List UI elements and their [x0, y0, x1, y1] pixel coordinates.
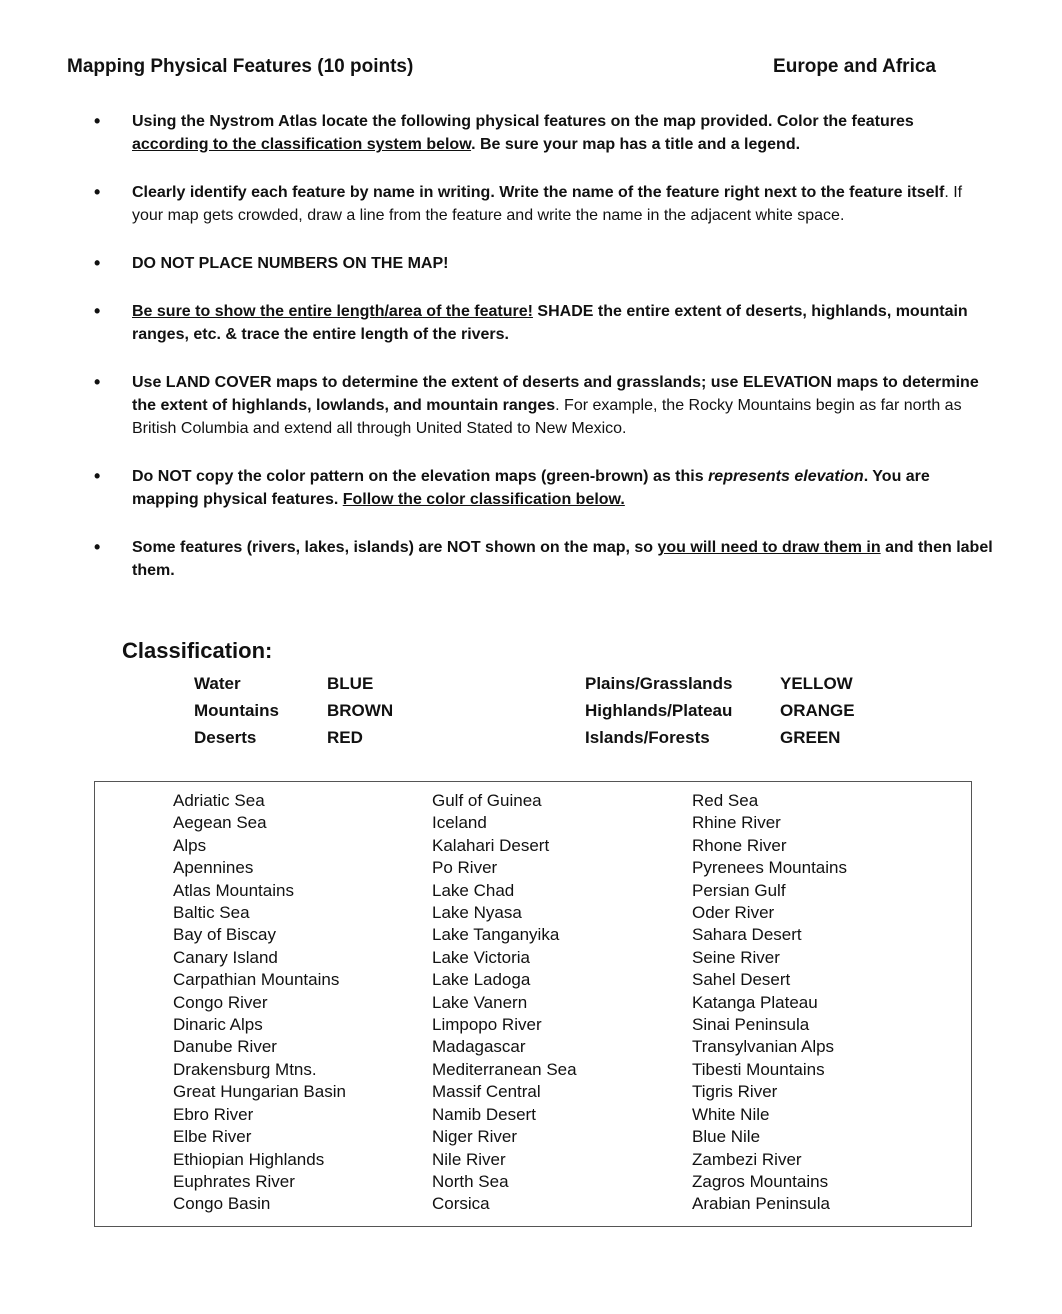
classification-row: [194, 697, 880, 724]
feature-list-item: Ebro River: [173, 1104, 254, 1124]
feature-list-item: Rhone River: [692, 835, 787, 855]
instruction-item: • Using the Nystrom Atlas locate the following physical features on the map provided. Color the features according to the classification system below. Be sure your map has a title and a legend.: [94, 110, 994, 156]
feature-list-item: Madagascar: [432, 1037, 526, 1057]
feature-list-item: Red Sea: [692, 791, 759, 810]
feature-list-box: [94, 781, 972, 1227]
feature-list-item: Sahel Desert: [692, 970, 791, 990]
feature-list-item: Sahara Desert: [692, 925, 802, 945]
classification-row: [194, 670, 880, 697]
feature-list-item: Nile River: [432, 1149, 506, 1169]
feature-list-item: Zagros Mountains: [692, 1171, 829, 1191]
feature-list-item: Iceland: [432, 813, 487, 833]
feature-list-item: Canary Island: [173, 947, 278, 967]
feature-column-2: [432, 790, 577, 1216]
feature-list-item: Tibesti Mountains: [692, 1059, 825, 1079]
feature-list-item: Seine River: [692, 947, 780, 967]
classification-table: [194, 670, 880, 751]
feature-list-item: Namib Desert: [432, 1104, 536, 1124]
feature-column-1: [173, 790, 346, 1216]
feature-color: BROWN: [327, 701, 394, 720]
feature-list-item: Lake Victoria: [432, 947, 530, 967]
feature-list-item: Lake Tanganyika: [432, 925, 560, 945]
feature-type: Deserts: [194, 728, 257, 747]
feature-type: Highlands/Plateau: [585, 701, 733, 720]
feature-list-item: Mediterranean Sea: [432, 1059, 577, 1079]
feature-list-item: Lake Ladoga: [432, 970, 531, 990]
feature-column-3: [692, 790, 847, 1216]
feature-list-item: Corsica: [432, 1194, 490, 1214]
feature-list-item: Lake Vanern: [432, 992, 528, 1012]
feature-list-item: Persian Gulf: [692, 880, 786, 900]
instruction-item: • Be sure to show the entire length/area of the feature! SHADE the entire extent of deserts, highlands, mountain ranges, etc. & trace the entire length of the rivers.: [94, 300, 994, 346]
feature-list-item: Baltic Sea: [173, 903, 250, 923]
feature-list-item: Pyrenees Mountains: [692, 858, 847, 878]
feature-color: YELLOW: [780, 674, 853, 693]
feature-list-item: Katanga Plateau: [692, 992, 818, 1012]
feature-list-item: Dinaric Alps: [173, 1015, 263, 1035]
feature-list-item: Drakensburg Mtns.: [173, 1059, 317, 1079]
feature-list-item: Adriatic Sea: [173, 791, 265, 810]
instruction-item: • DO NOT PLACE NUMBERS ON THE MAP!: [94, 252, 994, 275]
feature-list-item: Ethiopian Highlands: [173, 1149, 325, 1169]
feature-list-item: Limpopo River: [432, 1015, 542, 1035]
instruction-item: • Clearly identify each feature by name in writing. Write the name of the feature right next to the feature itself. If your map gets crowded, draw a line from the feature and write the name in the adjacent white space.: [94, 181, 994, 227]
feature-list-item: Zambezi River: [692, 1149, 802, 1169]
feature-list-item: Massif Central: [432, 1082, 541, 1102]
feature-color: GREEN: [780, 728, 841, 747]
document-header: [67, 56, 936, 78]
feature-type: Islands/Forests: [585, 728, 710, 747]
feature-list-item: Arabian Peninsula: [692, 1194, 830, 1214]
instruction-item: • Some features (rivers, lakes, islands) are NOT shown on the map, so you will need to draw them in and then label them.: [94, 536, 994, 582]
instruction-item: • Do NOT copy the color pattern on the elevation maps (green-brown) as this represents elevation. You are mapping physical features. Follow the color classification below.: [94, 465, 994, 511]
feature-list-item: Lake Chad: [432, 880, 515, 900]
feature-list-item: Rhine River: [692, 813, 781, 833]
classification-title: Classification:: [122, 638, 273, 663]
feature-list-item: Sinai Peninsula: [692, 1015, 810, 1035]
feature-list-item: Alps: [173, 835, 207, 855]
feature-type: Mountains: [194, 701, 279, 720]
feature-list-item: Transylvanian Alps: [692, 1037, 835, 1057]
feature-list-item: Elbe River: [173, 1127, 252, 1147]
instruction-item: • Use LAND COVER maps to determine the extent of deserts and grasslands; use ELEVATION maps to determine the extent of highlands, lowlands, and mountain ranges. For example, the Rocky Mountains begin as far north as British Columbia and extend all through United Stated to New Mexico.: [94, 371, 994, 440]
feature-list-item: Lake Nyasa: [432, 903, 522, 923]
feature-list-item: Euphrates River: [173, 1171, 295, 1191]
document-title: Mapping Physical Features (10 points): [67, 56, 414, 77]
feature-list-item: White Nile: [692, 1104, 770, 1124]
feature-list-item: Great Hungarian Basin: [173, 1082, 346, 1102]
feature-list-item: Atlas Mountains: [173, 880, 294, 900]
feature-list-item: Bay of Biscay: [173, 925, 276, 945]
feature-list-item: Aegean Sea: [173, 813, 267, 833]
feature-color: BLUE: [327, 674, 374, 693]
feature-list-item: Po River: [432, 858, 498, 878]
feature-color: ORANGE: [780, 701, 855, 720]
feature-list-item: Congo Basin: [173, 1194, 271, 1214]
feature-type: Water: [194, 674, 241, 693]
feature-list-item: Niger River: [432, 1127, 518, 1147]
feature-color: RED: [327, 728, 363, 747]
feature-list-item: Congo River: [173, 992, 268, 1012]
feature-type: Plains/Grasslands: [585, 674, 733, 693]
feature-list-item: Oder River: [692, 903, 775, 923]
feature-list-item: Danube River: [173, 1037, 277, 1057]
feature-list-item: North Sea: [432, 1171, 509, 1191]
classification-row: [194, 724, 880, 751]
feature-list-item: Tigris River: [692, 1082, 778, 1102]
feature-list-item: Kalahari Desert: [432, 835, 550, 855]
feature-list-item: Blue Nile: [692, 1127, 761, 1147]
feature-list-item: Carpathian Mountains: [173, 970, 340, 990]
feature-list-item: Gulf of Guinea: [432, 791, 542, 810]
feature-list-item: Apennines: [173, 858, 254, 878]
instructions-list: [94, 110, 994, 607]
document-region: Europe and Africa: [773, 56, 936, 77]
